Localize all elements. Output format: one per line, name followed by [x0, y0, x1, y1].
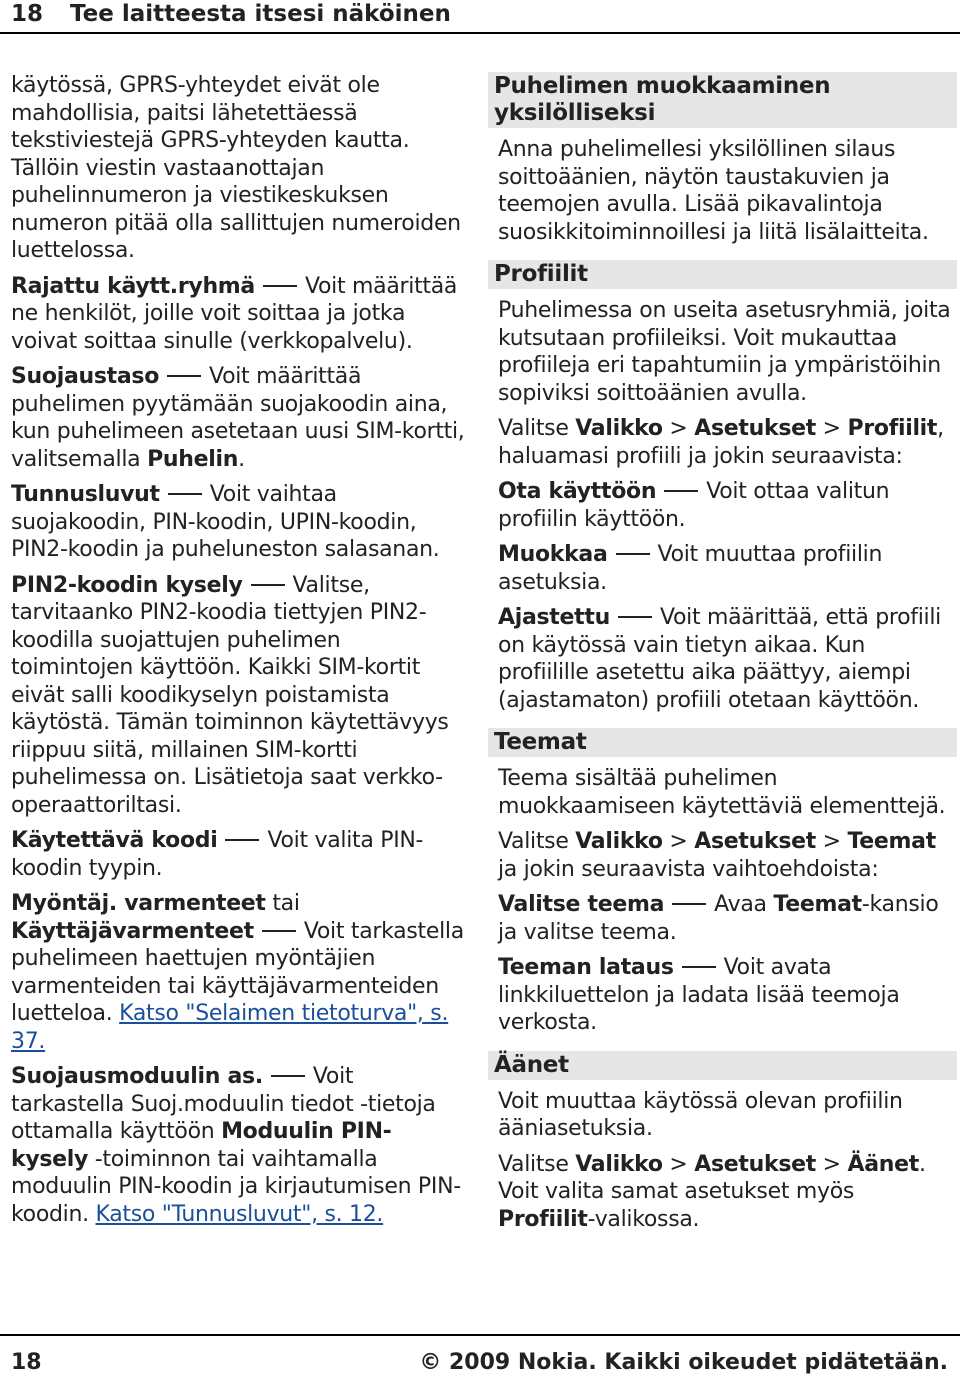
- ajastettu-item: [498, 604, 953, 714]
- menu-valikko: Valikko: [575, 1151, 663, 1177]
- lataus-item: [498, 954, 953, 1037]
- em-dash: [263, 285, 297, 287]
- valitse-teema-desc2: -kansio ja valitse teema.: [498, 892, 939, 945]
- varmenteet-item: [11, 890, 466, 1055]
- pin2-desc: Valitse, tarvitaanko PIN2-koodia tiettyjen PIN2-koodilla suojattujen puhelimen toimintojen käyttöön. Kaikki SIM-kortit eivät salli koodikyselyn poistamista käytöstä. Tämän toiminnon käytettävyys riippuu siitä, millainen SIM-kortti puhelimessa on. Lisätietoja saat verkko-operaattoriltasi.: [11, 572, 449, 818]
- valitse-text: Valitse: [498, 416, 569, 441]
- suojaustaso-term: Suojaustaso: [11, 364, 160, 389]
- teemat-paragraph: Teema sisältää puhelimen muokkaamiseen käytettäviä elementtejä.: [498, 766, 946, 819]
- em-dash: [616, 553, 650, 555]
- right-column: [494, 72, 953, 1241]
- kayttaja-term: Käyttäjävarmenteet: [11, 918, 254, 944]
- path-separator: >: [822, 1151, 841, 1177]
- path-separator: >: [669, 416, 688, 441]
- tunnusluvut-term: Tunnusluvut: [11, 482, 160, 507]
- lataus-term: Teeman lataus: [498, 955, 674, 980]
- section-heading-teemat: Teemat: [488, 728, 957, 757]
- suojausmod-term: Suojausmoduulin as.: [11, 1064, 263, 1089]
- valitse-teema-desc1: Avaa: [714, 892, 767, 917]
- aanet-paragraph: Voit muuttaa käytössä olevan profiilin ääniasetuksia.: [498, 1088, 903, 1141]
- suojausmoduuli-item: [11, 1063, 466, 1228]
- menu-profiilit: Profiilit: [847, 416, 938, 441]
- suojausmod-desc1: Voit tarkastella Suoj.moduulin tiedot -tietoja ottamalla käyttöön: [11, 1064, 436, 1144]
- aanet-period: .: [918, 1151, 926, 1177]
- aanet-tail: Voit valita samat asetukset myös: [498, 1179, 855, 1204]
- pin2-term: PIN2-koodin kysely: [11, 572, 243, 598]
- kayttaja-desc: Voit tarkastella puhelimeen haettujen myöntäjien varmenteiden tai käyttäjävarmenteiden luetteloa.: [11, 918, 464, 1026]
- muokkaa-term: Muokkaa: [498, 542, 608, 567]
- tunnusluvut-link[interactable]: Katso "Tunnusluvut", s. 12.: [95, 1201, 384, 1227]
- em-dash: [262, 930, 296, 932]
- section-heading-aanet: Äänet: [488, 1051, 957, 1080]
- suojausmod-bold: Moduulin PIN-kysely: [11, 1119, 392, 1172]
- path-separator: >: [822, 829, 841, 854]
- menu-valikko: Valikko: [575, 829, 663, 854]
- ota-item: [498, 478, 953, 533]
- path-separator: >: [669, 829, 688, 854]
- kaytettava-desc: Voit valita PIN-koodin tyypin.: [11, 828, 424, 881]
- kaytettava-term: Käytettävä koodi: [11, 828, 218, 853]
- muokkaus-paragraph: Anna puhelimellesi yksilöllinen silaus soittoäänien, näytön taustakuvien ja teemojen avulla. Lisää pikavalintoja suosikkitoiminnoillesi ja liitä lisälaitteita.: [498, 137, 929, 245]
- menu-aanet: Äänet: [847, 1151, 919, 1177]
- teemat-path-tail: ja jokin seuraavista vaihtoehdoista:: [498, 856, 879, 882]
- muokkaa-desc: Voit muuttaa profiilin asetuksia.: [498, 542, 883, 595]
- header-page-number: 18: [11, 1, 44, 27]
- path-separator: >: [669, 1151, 688, 1177]
- kaytettava-item: [11, 827, 466, 882]
- rajattu-item: [11, 273, 466, 356]
- valitse-text: Valitse: [498, 829, 569, 854]
- ajastettu-term: Ajastettu: [498, 605, 610, 630]
- chapter-title: Tee laitteesta itsesi näköinen: [70, 1, 451, 27]
- footer-page-number: 18: [11, 1350, 42, 1375]
- menu-asetukset: Asetukset: [694, 416, 816, 441]
- suojaustaso-bold: Puhelin: [147, 446, 239, 472]
- suojausmod-desc2: -toiminnon tai vaihtamalla moduulin PIN-koodin ja kirjautumisen PIN-koodin.: [11, 1146, 461, 1227]
- menu-asetukset: Asetukset: [694, 829, 816, 854]
- muokkaa-item: [498, 541, 953, 596]
- ajastettu-desc: Voit määrittää, että profiili on käytössä vain tietyn aikaa. Kun profiilille asetettu aika päättyy, aiempi (ajastamaton) profiili otetaan käyttöön.: [498, 605, 941, 713]
- section-heading-profiilit: Profiilit: [488, 260, 957, 289]
- selaimen-tietoturva-link[interactable]: Katso "Selaimen tietoturva", s. 37.: [11, 1001, 449, 1054]
- em-dash: [672, 903, 706, 905]
- em-dash: [251, 584, 285, 586]
- myontaj-tai: tai: [272, 891, 300, 916]
- menu-valikko: Valikko: [575, 416, 663, 441]
- suojaustaso-desc: Voit määrittää puhelimen pyytämään suojakoodin aina, kun puhelimeen asetetaan uusi SIM-kortti, valitsemalla: [11, 364, 465, 472]
- profiilit-path-tail: , haluamasi profiili ja jokin seuraavista:: [498, 416, 944, 469]
- header-rule: [0, 32, 960, 34]
- teemat-path: [498, 828, 953, 883]
- path-separator: >: [822, 416, 841, 441]
- em-dash: [167, 375, 201, 377]
- left-column: [11, 72, 466, 1236]
- ota-desc: Voit ottaa valitun profiilin käyttöön.: [498, 479, 890, 532]
- profiilit-paragraph: Puhelimessa on useita asetusryhmiä, joita kutsutaan profiileiksi. Voit mukauttaa profiileja eri tapahtumiin ja ympäristöihin sopiviksi soittoäänien avulla.: [498, 298, 951, 406]
- em-dash: [168, 493, 202, 495]
- page-header: [0, 0, 960, 32]
- myontaj-term: Myöntäj. varmenteet: [11, 891, 266, 916]
- valitse-teema-item: [498, 891, 953, 946]
- section-heading-muokkaus: Puhelimen muokkaaminen yksilölliseksi: [488, 72, 957, 128]
- pin2-item: [11, 572, 466, 820]
- copyright-text: © 2009 Nokia. Kaikki oikeudet pidätetään.: [419, 1350, 948, 1375]
- valitse-teema-bold: Teemat: [773, 892, 862, 917]
- valitse-teema-term: Valitse teema: [498, 892, 665, 917]
- tunnusluvut-desc: Voit vaihtaa suojakoodin, PIN-koodin, UPIN-koodin, PIN2-koodin ja puheluneston salasanan.: [11, 482, 440, 562]
- em-dash: [225, 839, 259, 841]
- em-dash: [271, 1075, 305, 1077]
- rajattu-term: Rajattu käytt.ryhmä: [11, 273, 255, 299]
- aanet-profiilit: Profiilit: [498, 1206, 588, 1232]
- aanet-path: [498, 1151, 953, 1234]
- intro-paragraph: käytössä, GPRS-yhteydet eivät ole mahdollisia, paitsi lähetettäessä tekstiviestejä GPRS-yhteyden kautta. Tällöin viestin vastaanottajan puhelinnumeron ja viestikeskuksen numeron pitää olla sallittujen numeroiden luettelossa.: [11, 73, 461, 263]
- menu-teemat: Teemat: [847, 829, 936, 854]
- ota-term: Ota käyttöön: [498, 479, 657, 504]
- em-dash: [618, 616, 652, 618]
- aanet-tail-end: -valikossa.: [587, 1206, 700, 1232]
- profiilit-path: [498, 415, 953, 470]
- em-dash: [664, 490, 698, 492]
- em-dash: [682, 966, 716, 968]
- valitse-text: Valitse: [498, 1151, 569, 1177]
- menu-asetukset: Asetukset: [694, 1151, 816, 1177]
- rajattu-desc: Voit määrittää ne henkilöt, joille voit soittaa ja jotka voivat soittaa sinulle (verkkopalvelu).: [11, 273, 458, 354]
- tunnusluvut-item: [11, 481, 466, 564]
- suojaustaso-item: Suojaustaso Voit määrittää puhelimen pyytämään suojakoodin aina, kun puhelimeen asetetaan uusi SIM-kortti, valitsemalla Puhelin.: [11, 364, 465, 472]
- footer-rule: [0, 1334, 960, 1336]
- lataus-desc: Voit avata linkkiluettelon ja ladata lisää teemoja verkosta.: [498, 955, 900, 1035]
